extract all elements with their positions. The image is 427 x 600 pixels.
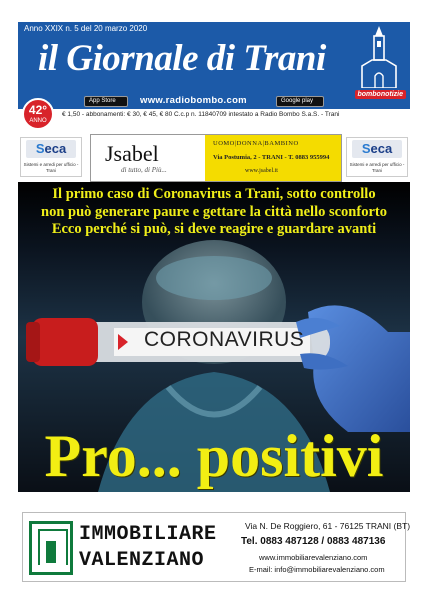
jsabel-address: Via Postumia, 2 - TRANI - T. 0883 955994 [213,154,330,161]
app-store-badge[interactable]: App Store [84,96,128,107]
cover-headline [18,186,410,239]
agency-address: Via N. De Roggiero, 61 - 76125 TRANI (BT) [245,521,411,531]
immobiliare-ad[interactable] [22,512,411,582]
bombonotizie-tag: bombonotizie [355,90,407,99]
jsabel-info [205,135,341,181]
jsabel-website: www.jsabel.it [245,168,278,174]
church-tower-icon [360,26,398,88]
jsabel-name: Jsabel [105,141,159,166]
headline-line: non può generare paure e gettare la città nello sconforto [41,203,387,220]
anniversary-badge [22,98,54,130]
seca-description: Sistemi e arredi per ufficio - Trani [23,162,79,173]
headline-line: Il primo caso di Coronavirus a Trani, sotto controllo [52,186,376,202]
jsabel-ad[interactable] [90,134,342,182]
tube-label: CORONAVIRUS [144,328,305,351]
seca-logo: Seca [352,140,402,158]
agency-email[interactable]: E-mail: info@immobiliarevalenziano.com [249,565,385,574]
google-play-badge[interactable]: Google play [276,96,324,107]
cover-main-title: Pro... positivi [44,423,384,489]
masthead [18,22,410,120]
badge-label: ANNO [29,118,47,124]
top-ads-row [18,134,410,182]
agency-phone: Tel. 0883 487128 / 0883 487136 [241,536,386,547]
headline-line: Ecco perché si può, si deve reagire e guardare avanti [51,221,377,237]
seca-logo: Seca [26,140,76,158]
agency-website[interactable]: www.immobiliarevalenziano.com [259,553,368,562]
jsabel-brand [91,135,205,181]
badge-number: 42° [28,103,48,117]
newspaper-title: il Giornale di Trani [38,38,326,79]
seca-ad-right[interactable] [346,137,408,177]
agency-name-line2: VALENZIANO [79,549,205,572]
subscription-line: € 1,50 - abbonamenti: € 30, € 45, € 80 C.c.p n. 11840709 intestato a Radio Bombo S.a.S. - Trani [18,109,410,120]
seca-description: Sistemi e arredi per ufficio - Trani [349,162,405,173]
cover-feature [18,182,410,492]
seca-ad-left[interactable] [20,137,82,177]
issue-line: Anno XXIX n. 5 del 20 marzo 2020 [24,24,148,33]
jsabel-categories: UOMO|DONNA|BAMBINO [213,140,299,147]
jsabel-tagline: di tutto, di Più... [121,166,167,174]
website-link[interactable]: www.radiobombo.com [140,95,247,106]
immobiliare-logo [29,521,73,575]
agency-name-line1: IMMOBILIARE [79,523,217,546]
